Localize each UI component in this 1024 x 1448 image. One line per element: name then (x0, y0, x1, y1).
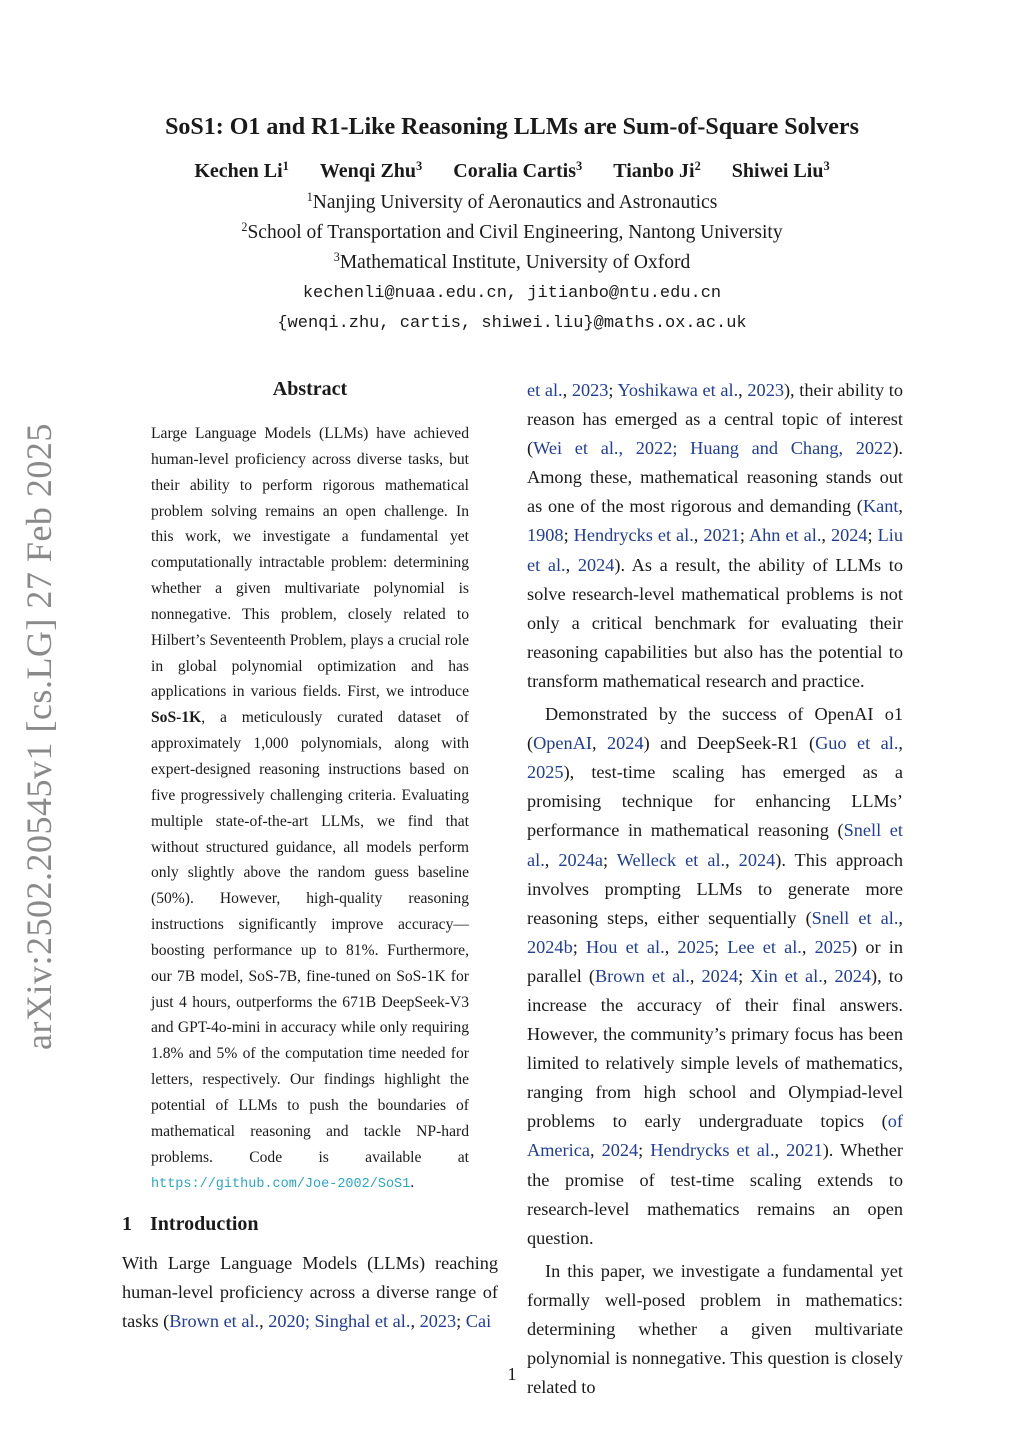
citation-link[interactable]: 2024 (738, 849, 776, 870)
citation-link[interactable]: 2025 (677, 936, 714, 957)
arxiv-sidebar-stamp: arXiv:2502.20545v1 [cs.LG] 27 Feb 2025 (19, 423, 59, 1050)
email-line-1: kechenli@nuaa.edu.cn, jitianbo@ntu.edu.cn (302, 284, 722, 303)
citation-link[interactable]: 2024 (701, 965, 739, 986)
author-name: Kechen Li$^1$ (194, 159, 289, 182)
citation-link[interactable]: Snell et al. (527, 820, 903, 870)
author-name: Shiwei Liu$^3$ (731, 159, 830, 182)
citation-link[interactable]: 2021 (703, 525, 740, 546)
abstract-heading: Abstract (272, 378, 348, 400)
abstract-body: Large Language Models (LLMs) have achieved human-level proficiency across diverse tasks, but their ability to perform rigorous mathematical problem solving remains an open challenge. In this work, we investigate a fundamental yet computationally intractable problem: determining whether a given multivariate polynomial is nonnegative. This problem, closely related to Hilbert’s Seventeenth Problem, plays a crucial role in global polynomial optimization and has applications in various fields. First, we introduce SoS-1K, a meticulously curated dataset of approximately 1,000 polynomials, along with expert-designed reasoning instructions based on five progressively challenging criteria. Evaluating multiple state-of-the-art LLMs, we find that without structured guidance, all models perform only slightly above the random guess baseline (50%). However, high-quality reasoning instructions significantly improve accuracy—boosting performance up to 81%. Furthermore, our 7B model, SoS-7B, fine-tuned on SoS-1K for just 4 hours, outperforms the 671B DeepSeek-V3 and GPT-4o-mini in accuracy while only requiring 1.8% and 5% of the computation time needed for letters, respectively. Our findings highlight the potential of LLMs to push the boundaries of mathematical reasoning and tackle NP-hard problems. Code is available at https://github.com/Joe-2002/SoS1. (151, 425, 469, 1193)
citation-link[interactable]: 2025 (814, 936, 852, 957)
author-name: Coralia Cartis$^3$ (453, 159, 583, 182)
citation-link[interactable]: Cai (465, 1311, 492, 1332)
citation-link[interactable]: Hou et al. (585, 936, 665, 957)
affiliation-3: $^3$Mathematical Institute, University of Oxford (333, 250, 691, 273)
email-line-2: {wenqi.zhu, cartis, shiwei.liu}@maths.ox.ac.uk (277, 314, 747, 333)
citation-link[interactable]: 2023 (571, 380, 609, 400)
author-name: Tianbo Ji$^2$ (613, 159, 701, 182)
citation-link[interactable]: Lee et al. (727, 936, 802, 957)
citation-link[interactable]: Yoshikawa et al. (617, 380, 739, 400)
citation-link[interactable]: 2025 (527, 762, 564, 783)
affiliation-2: $^2$School of Transportation and Civil Engineering, Nantong University (241, 220, 783, 243)
author-name: Wenqi Zhu$^3$ (319, 159, 423, 182)
dataset-name: SoS-1K (151, 709, 202, 727)
citation-link[interactable]: Brown et al. (169, 1311, 260, 1332)
citation-link[interactable]: Singhal et al. (314, 1311, 411, 1332)
citation-link[interactable]: 2023 (419, 1311, 457, 1332)
author-list (0, 160, 1024, 183)
citation-link[interactable]: OpenAI (533, 733, 592, 754)
intro-paragraph-left: With Large Language Models (LLMs) reaching human-level proficiency across a diverse range of tasks (Brown et al., 2020; Singhal et al., 2023; Cai (122, 1253, 498, 1332)
citation-link[interactable]: 1908 (527, 525, 564, 546)
citation-link[interactable]: 2024b (527, 936, 573, 957)
citation-link[interactable]: 2024 (607, 733, 644, 754)
citation-link[interactable]: Hendrycks et al. (573, 525, 694, 546)
citation-link[interactable]: Brown et al. (594, 965, 690, 986)
citation-link[interactable]: 2024 (834, 965, 872, 986)
citation-link[interactable]: Snell et al. (811, 907, 899, 928)
citation-link[interactable]: 2024a (558, 849, 604, 870)
citation-link[interactable]: Guo et al. (815, 733, 899, 754)
citation-link[interactable]: et al. (527, 380, 563, 400)
citation-link[interactable]: 2020 (268, 1311, 305, 1332)
intro-paragraph-2: Demonstrated by the success of OpenAI o1 (OpenAI, 2024) and DeepSeek-R1 (Guo et al., 2025), test-time scaling has emerged as a promising technique for enhancing LLMs’ performance in mathematical reasoning (Snell et al., 2024a; Welleck et al., 2024). This approach involves prompting LLMs to generate more reasoning steps, either sequentially (Snell et al., 2024b; Hou et al., 2025; Lee et al., 2025) or in parallel (Brown et al., 2024; Xin et al., 2024), to increase the accuracy of their final answers. However, the community’s primary focus has been limited to relatively simple levels of mathematics, ranging from high school and Olympiad-level problems to early undergraduate topics (of America, 2024; Hendrycks et al., 2021). Whether the promise of test-time scaling extends to research-level mathematics remains an open question. (527, 704, 904, 1248)
citation-link[interactable]: 2021 (786, 1140, 823, 1161)
citation-link[interactable]: of America (527, 1111, 903, 1161)
affiliation-1: $^1$Nanjing University of Aeronautics and Astronautics (306, 190, 718, 213)
citation-link[interactable]: 2024 (601, 1140, 639, 1161)
page-number: 1 (507, 1364, 517, 1384)
citation-link[interactable]: Kant (862, 496, 899, 517)
intro-paragraph-3: In this paper, we investigate a fundamental yet formally well-posed problem in mathematics: determining whether a given multivariate polynomial is nonnegative. This question is closely related to (527, 1260, 903, 1398)
citation-link[interactable]: Ahn et al. (748, 525, 822, 546)
citation-link[interactable]: Xin et al. (750, 965, 823, 986)
intro-paragraph-1: et al., 2023; Yoshikawa et al., 2023), their ability to reason has emerged as a central topic of interest (Wei et al., 2022; Huang and Chang, 2022). Among these, mathematical reasoning stands out as one of the most rigorous and demanding (Kant, 1908; Hendrycks et al., 2021; Ahn et al., 2024; Liu et al., 2024). As a result, the ability of LLMs to solve research-level mathematical problems is not only a critical benchmark for evaluating their reasoning capabilities but also has the potential to transform mathematical research and practice. (527, 380, 904, 691)
paper-title: SoS1: O1 and R1-Like Reasoning LLMs are Sum-of-Square Solvers (165, 114, 859, 140)
citation-link[interactable]: Wei et al., 2022; Huang and Chang, 2022 (533, 438, 893, 459)
citation-link[interactable]: Welleck et al. (616, 849, 726, 870)
section-heading-introduction: 1 Introduction (122, 1213, 259, 1235)
code-link[interactable]: https://github.com/Joe-2002/SoS1 (151, 1177, 411, 1193)
citation-link[interactable]: Hendrycks et al. (650, 1140, 775, 1161)
citation-link[interactable]: 2024 (830, 525, 868, 546)
citation-link[interactable]: 2023 (747, 380, 784, 400)
citation-link[interactable]: 2024 (577, 554, 615, 575)
citation-link[interactable]: Liu et al. (527, 525, 903, 575)
right-column (527, 376, 903, 1402)
